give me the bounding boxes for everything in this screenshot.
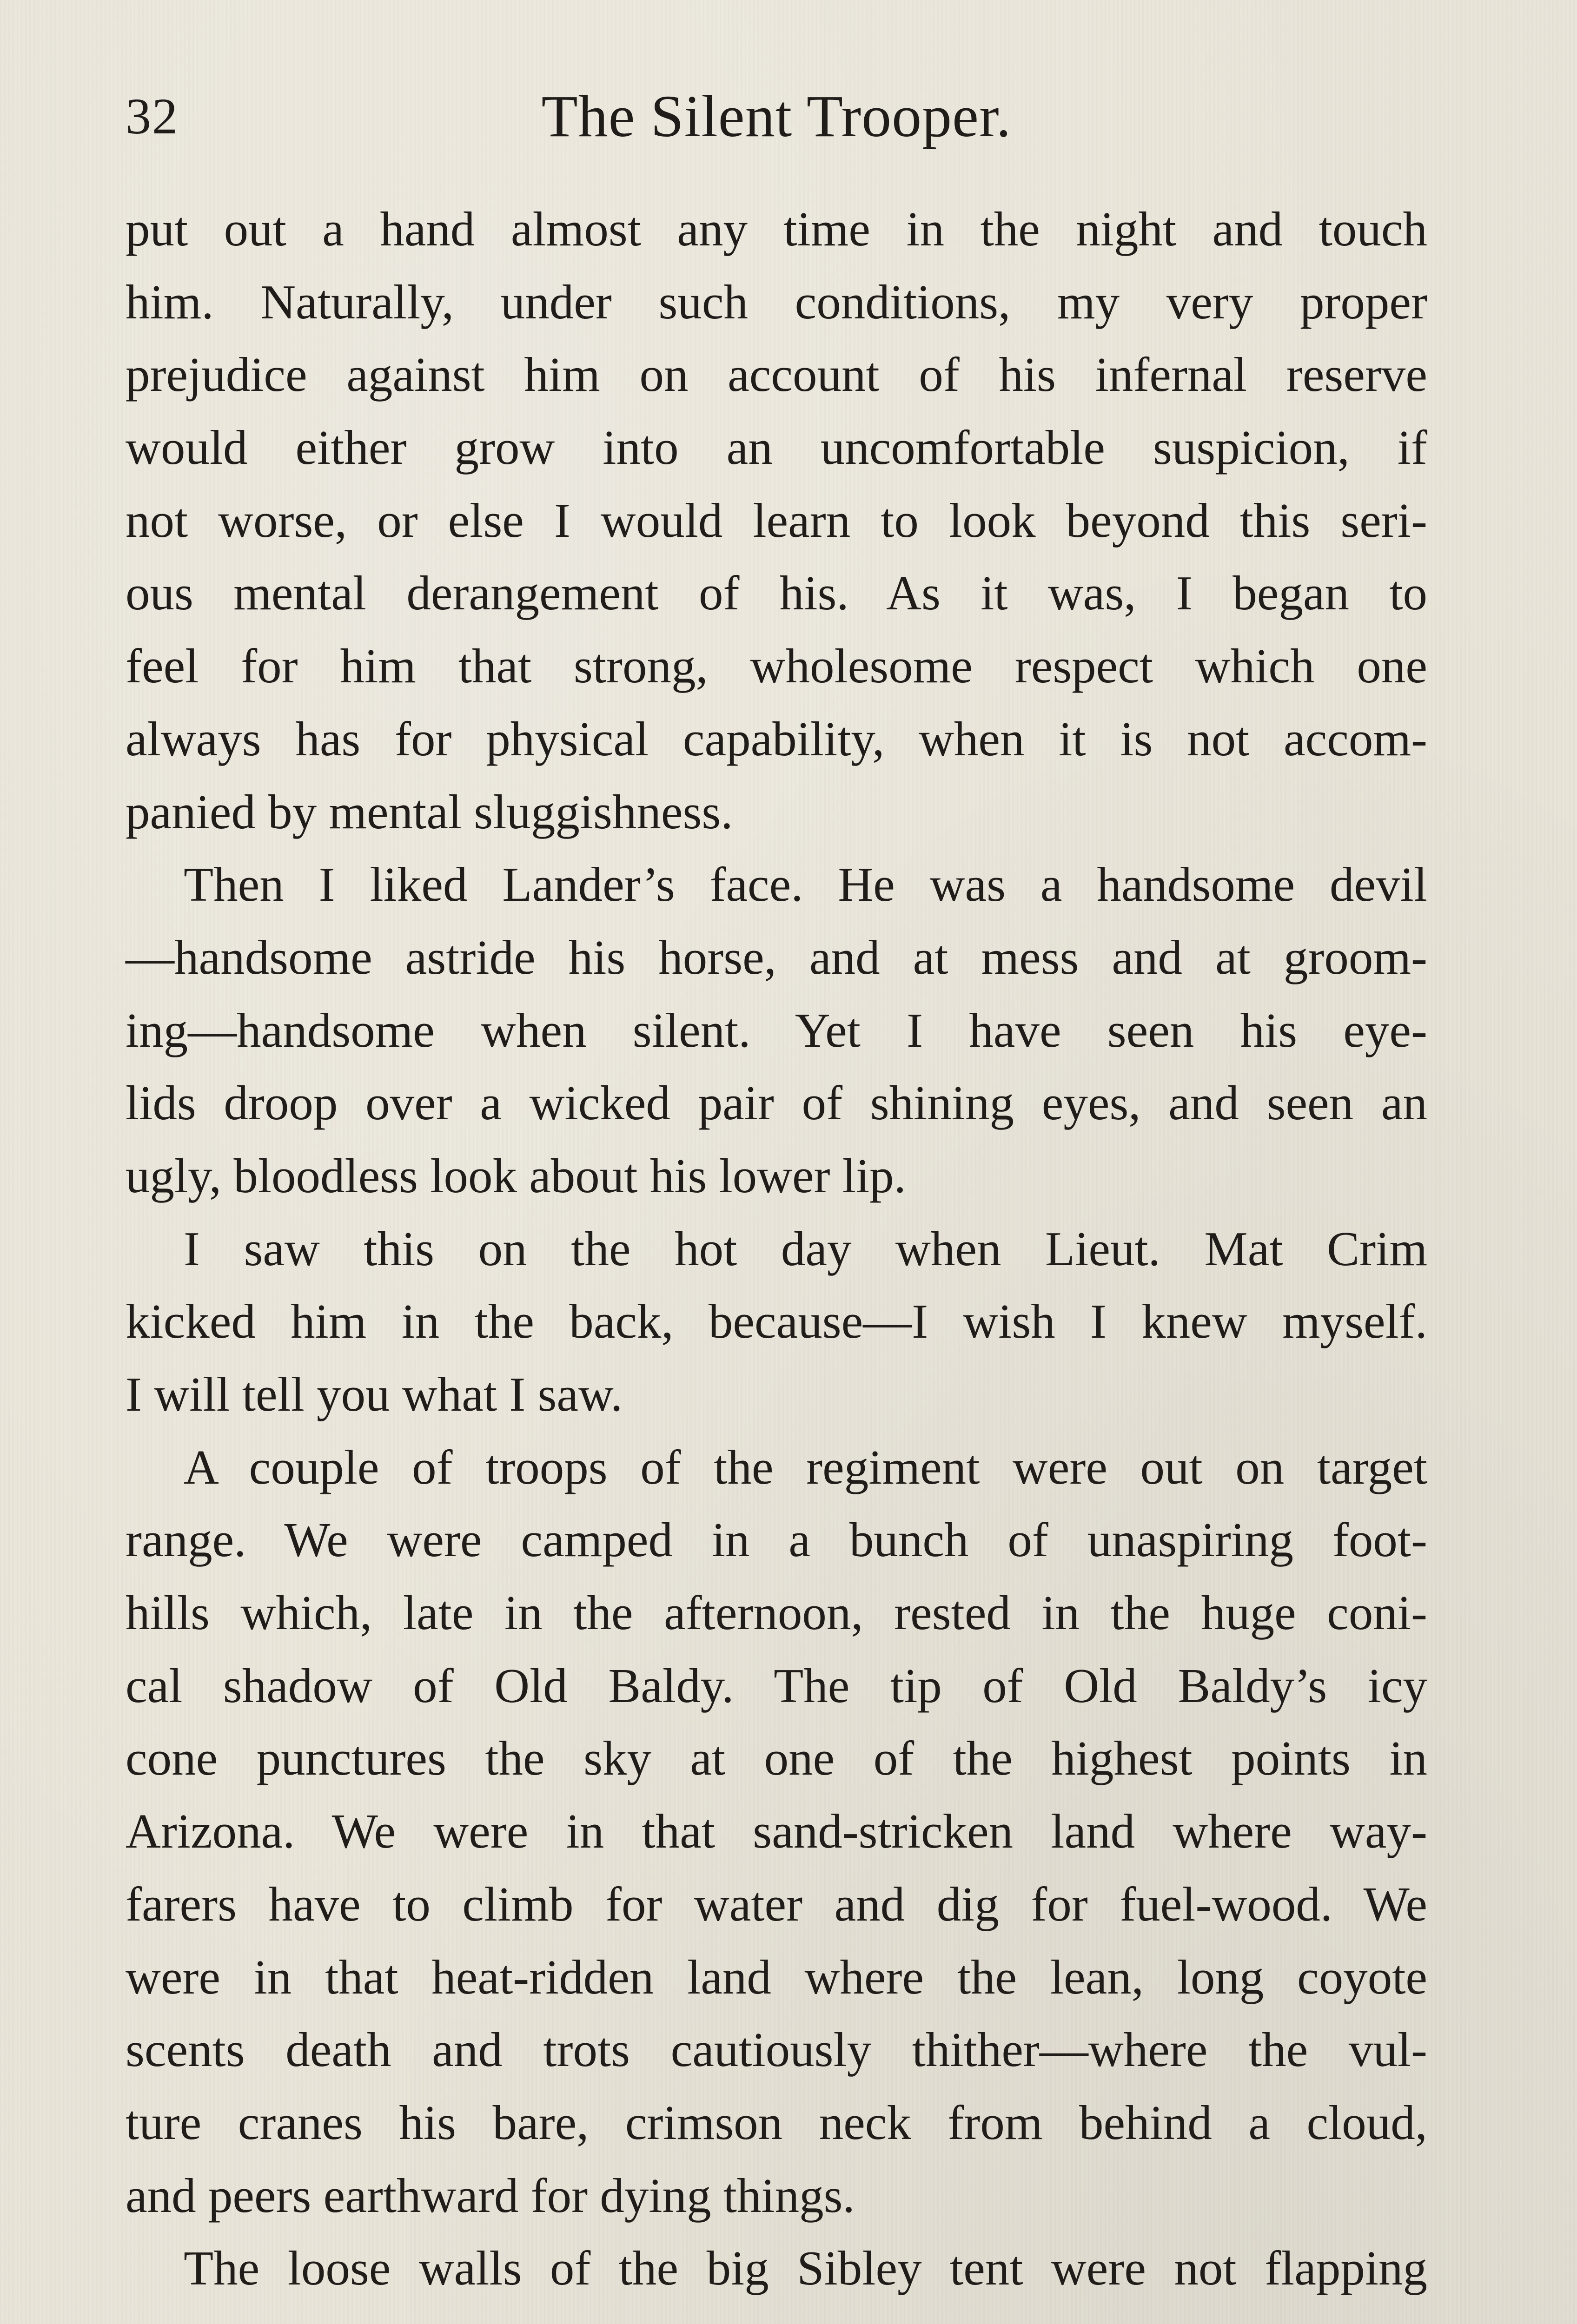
text-line: range. We were camped in a bunch of unaspiring foot-: [126, 1512, 1427, 1567]
text-line: A couple of troops of the regiment were out on target: [184, 1439, 1427, 1494]
text-line: not worse, or else I would learn to look beyond this seri-: [126, 493, 1427, 548]
body-text: [126, 193, 1427, 2305]
text-line: Arizona. We were in that sand-stricken land where way-: [126, 1804, 1427, 1859]
text-line: were in that heat-ridden land where the lean, long coyote: [126, 1949, 1427, 2004]
text-line: I will tell you what I saw.: [126, 1367, 623, 1421]
text-line: would either grow into an uncomfortable suspicion, if: [126, 420, 1427, 475]
text-line: prejudice against him on account of his infernal reserve: [126, 347, 1427, 402]
text-line: The loose walls of the big Sibley tent were not flapping: [184, 2241, 1427, 2296]
text-line: ing—handsome when silent. Yet I have seen his eye-: [126, 1003, 1427, 1057]
running-head: [126, 79, 1427, 153]
text-line: lids droop over a wicked pair of shining eyes, and seen an: [126, 1076, 1427, 1130]
text-line: panied by mental sluggishness.: [126, 784, 733, 839]
text-line: feel for him that strong, wholesome respect which one: [126, 639, 1427, 693]
text-line: —handsome astride his horse, and at mess and at groom-: [126, 930, 1427, 984]
text-line: put out a hand almost any time in the night and touch: [126, 202, 1427, 256]
text-line: always has for physical capability, when it is not accom-: [126, 711, 1427, 766]
text-line: cone punctures the sky at one of the highest points in: [126, 1731, 1427, 1786]
text-line: Then I liked Lander’s face. He was a handsome devil: [184, 857, 1427, 912]
text-line: hills which, late in the afternoon, rested in the huge coni-: [126, 1585, 1427, 1640]
text-line: ugly, bloodless look about his lower lip.: [126, 1148, 906, 1203]
text-line: I saw this on the hot day when Lieut. Mat Crim: [184, 1221, 1427, 1276]
text-line: farers have to climb for water and dig for fuel-wood. We: [126, 1876, 1427, 1931]
text-line: kicked him in the back, because—I wish I knew myself.: [126, 1294, 1427, 1349]
text-line: and peers earthward for dying things.: [126, 2168, 855, 2223]
page-number: 32: [126, 88, 179, 145]
text-line: ture cranes his bare, crimson neck from behind a cloud,: [126, 2095, 1427, 2150]
text-line: scents death and trots cautiously thither—where the vul-: [126, 2022, 1427, 2077]
text-line: him. Naturally, under such conditions, my very proper: [126, 274, 1427, 329]
text-line: cal shadow of Old Baldy. The tip of Old Baldy’s icy: [126, 1658, 1427, 1713]
running-title: The Silent Trooper.: [541, 83, 1012, 149]
text-line: ous mental derangement of his. As it was, I began to: [126, 566, 1427, 621]
